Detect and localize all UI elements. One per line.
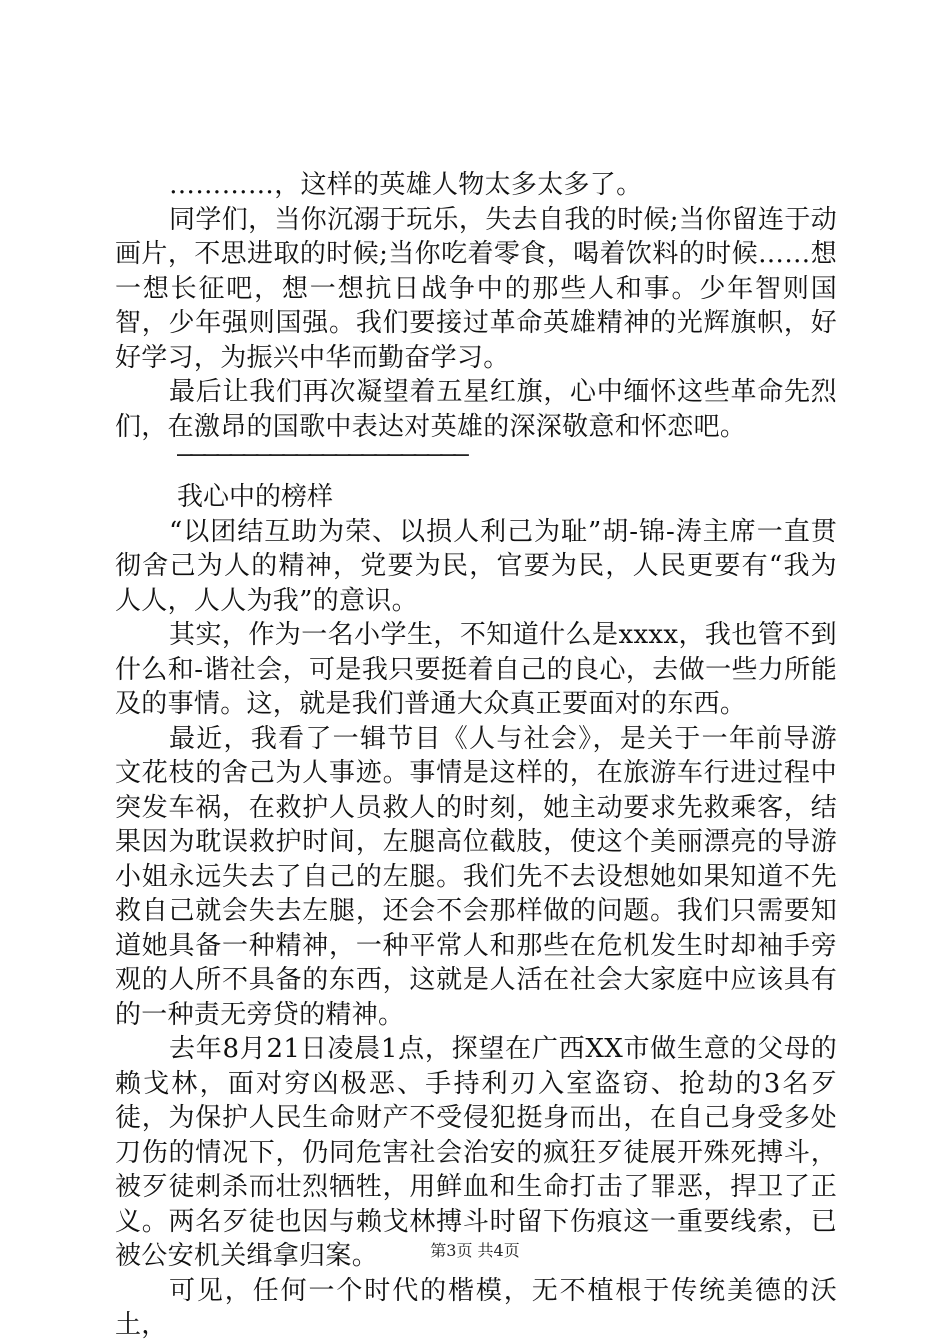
paragraph: 最后让我们再次凝望着五星红旗，心中缅怀这些革命先烈们，在激昂的国歌中表达对英雄的深深敬意和怀恋吧。 <box>115 377 837 442</box>
section-title: 我心中的榜样 <box>177 482 334 512</box>
paragraph: 去年8月21日凌晨1点，探望在广西XX市做生意的父母的赖戈林，面对穷凶极恶、手持利刃入室盗窃、抢劫的3名歹徒，为保护人民生命财产不受侵犯挺身而出，在自己身受多处刀伤的情况下，仍同危害社会治安的疯狂歹徒展开殊死搏斗，被歹徒刺杀而壮烈牺牲，用鲜血和生命打击了罪恶，捍卫了正义。两名歹徒也因与赖戈林搏斗时留下伤痕这一重要线索，已被公安机关缉拿归案。 <box>115 1034 837 1271</box>
paragraph: 其实，作为一名小学生，不知道什么是xxxx，我也管不到什么和-谐社会，可是我只要挺着自己的良心，去做一些力所能及的事情。这，就是我们普通大众真正要面对的东西。 <box>115 620 837 719</box>
paragraph: 同学们，当你沉溺于玩乐，失去自我的时候;当你留连于动画片，不思进取的时候;当你吃着零食，喝着饮料的时候……想一想长征吧，想一想抗日战争中的那些人和事。少年智则国智，少年强则国强。我们要接过革命英雄精神的光辉旗帜，好好学习，为振兴中华而勤奋学习。 <box>115 204 837 373</box>
dashed-separator: —————————————————————— <box>177 444 467 464</box>
paragraph: …………，这样的英雄人物太多太多了。 <box>169 170 643 200</box>
page-number-footer: 第3页 共4页 <box>430 1241 520 1260</box>
paragraph: 可见，任何一个时代的楷模，无不植根于传统美德的沃土， <box>115 1275 837 1340</box>
document-body <box>115 168 837 1343</box>
paragraph: 最近，我看了一辑节目《人与社会》，是关于一年前导游文花枝的舍己为人事迹。事情是这样的，在旅游车行进过程中突发车祸，在救护人员救人的时刻，她主动要求先救乘客，结果因为耽误救护时间，左腿高位截肢，使这个美丽漂亮的导游小姐永远失去了自己的左腿。我们先不去设想她如果知道不先救自己就会失去左腿，还会不会那样做的问题。我们只需要知道她具备一种精神，一种平常人和那些在危机发生时却袖手旁观的人所不具备的东西，这就是人活在社会大家庭中应该具有的一种责无旁贷的精神。 <box>115 723 837 1030</box>
paragraph: “以团结互助为荣、以损人利己为耻”胡-锦-涛主席一直贯彻舍己为人的精神，党要为民，官要为民，人民更要有“我为人人，人人为我”的意识。 <box>115 516 837 616</box>
